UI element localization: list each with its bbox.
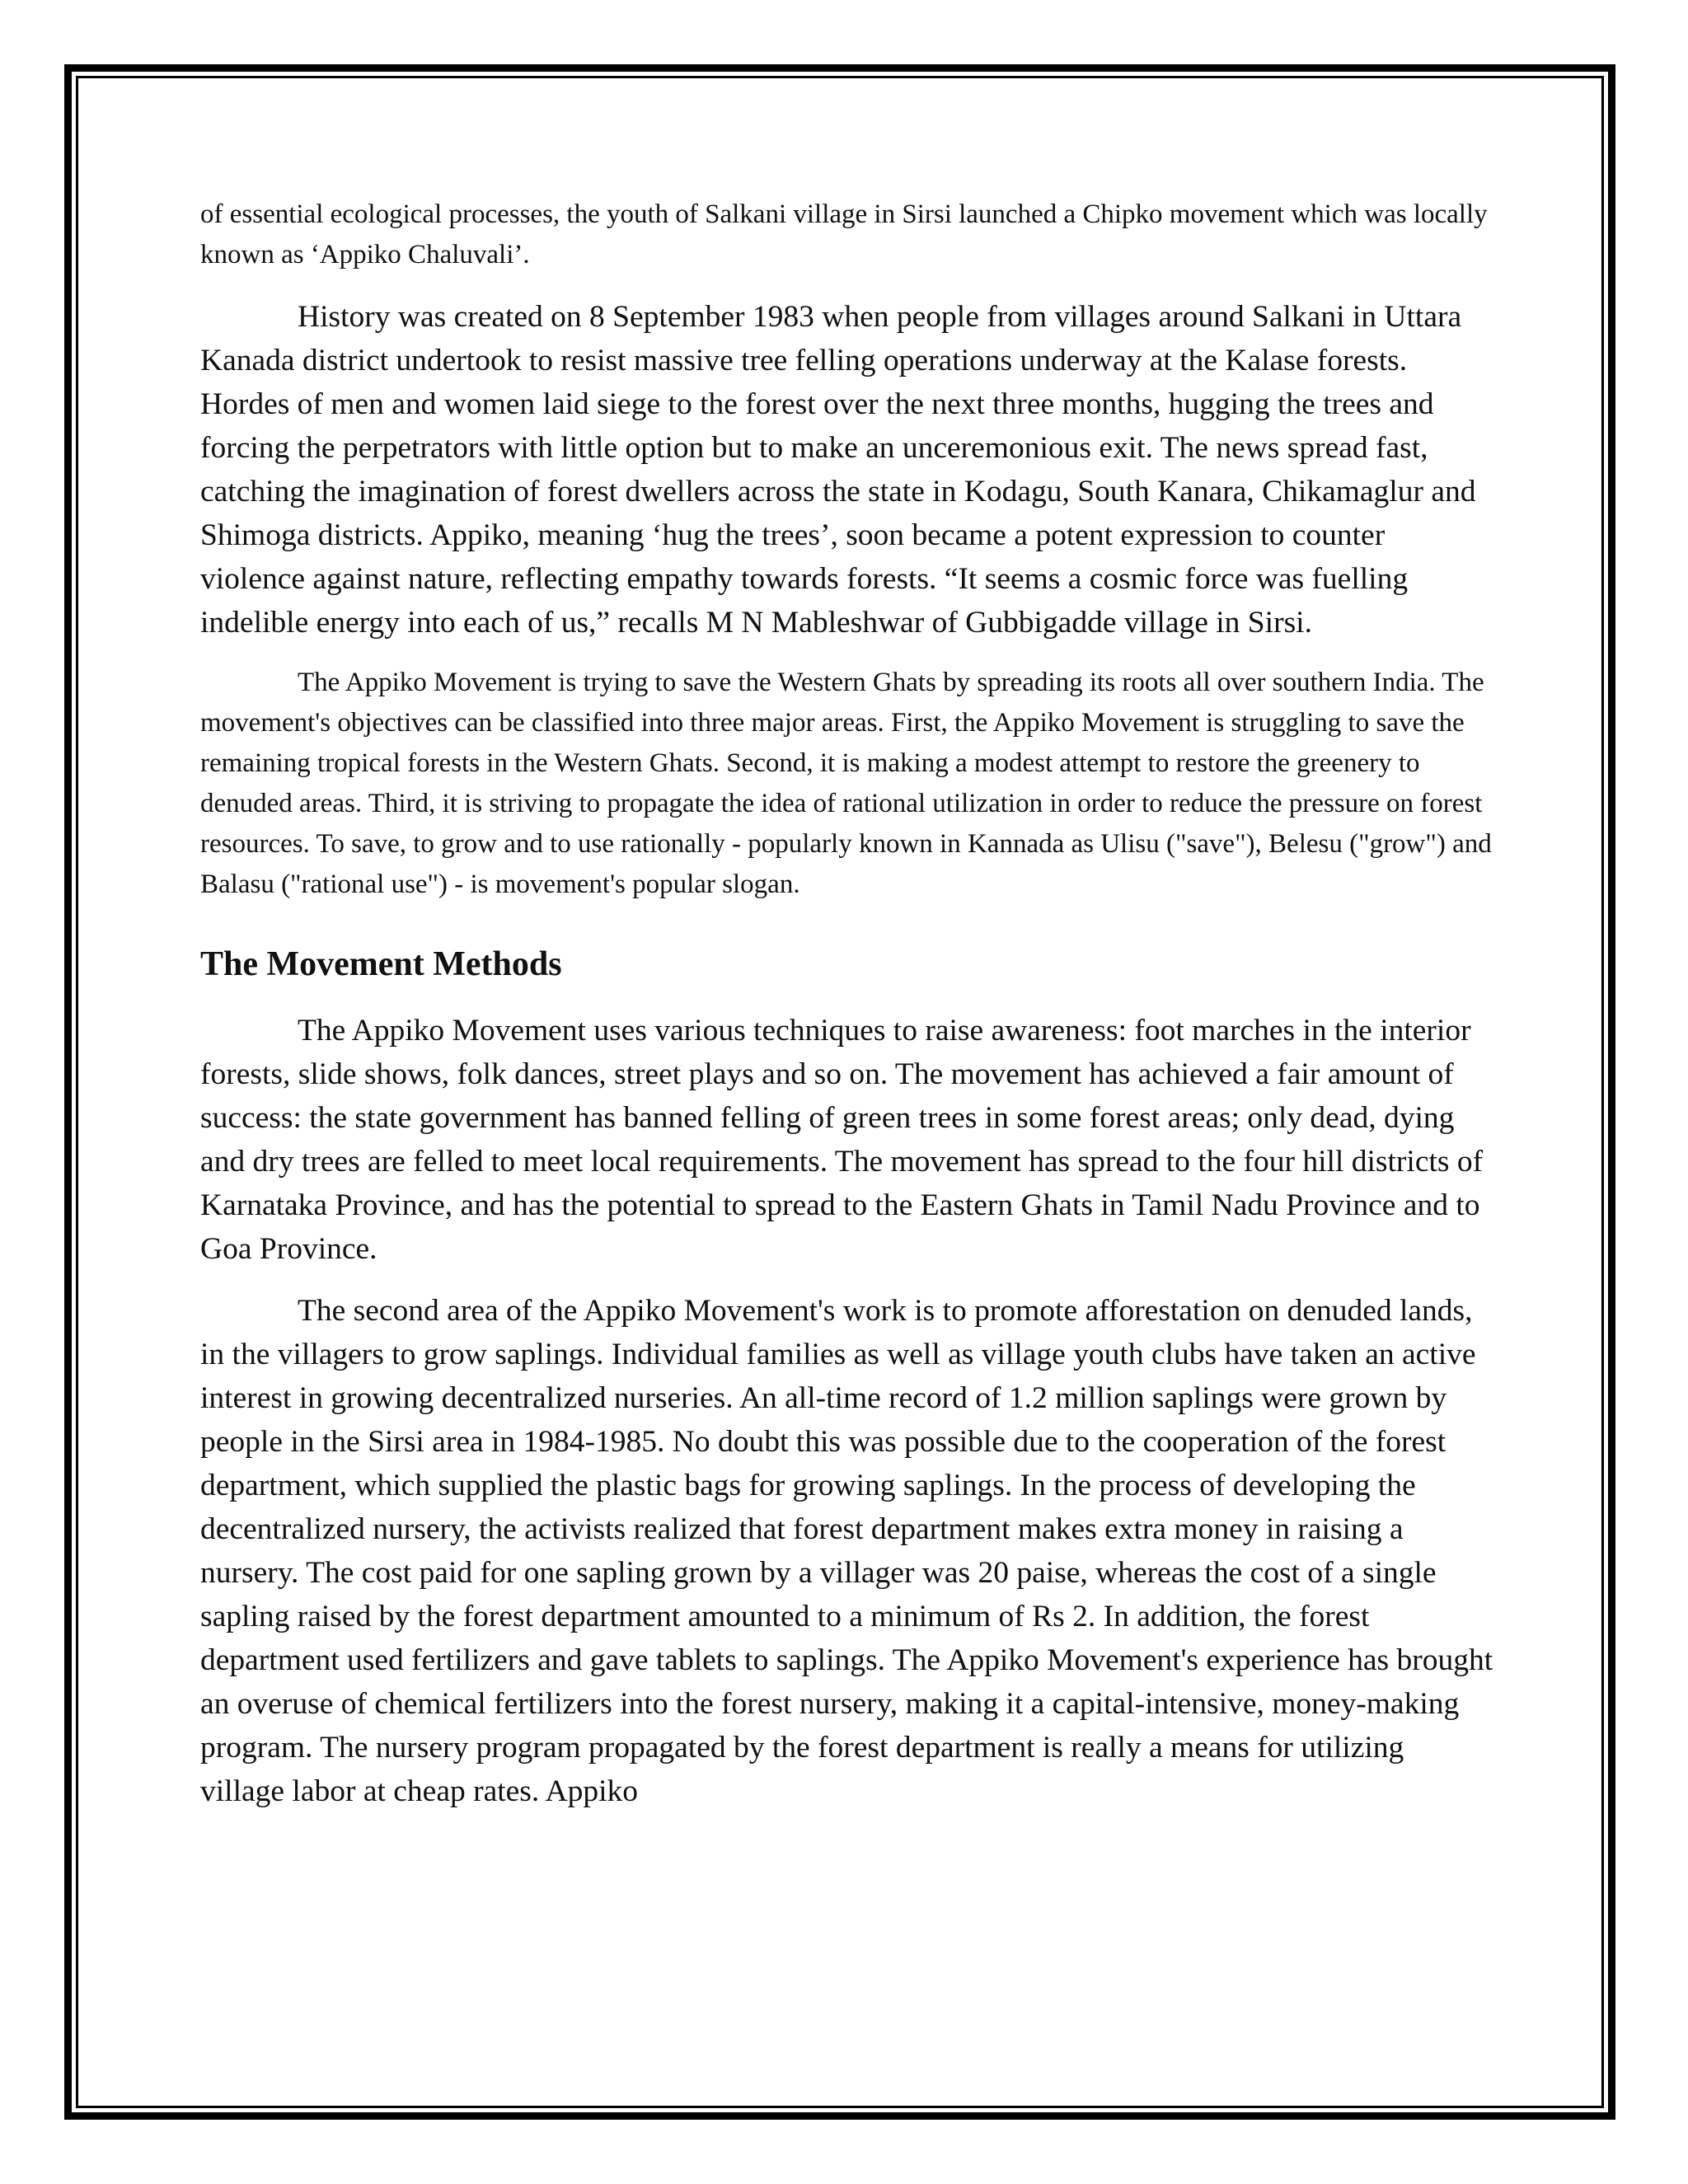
paragraph-afforestation: The second area of the Appiko Movement's work is to promote afforestation on denuded lands, in the villagers to grow saplings. Individual families as well as village youth clubs have taken an active interest in growing decentralized nurseries. An all-time record of 1.2 million saplings were grown by people in the Sirsi area in 1984-1985. No doubt this was possible due to the cooperation of the forest department, which supplied the plastic bags for growing saplings. In the process of developing the decentralized nursery, the activists realized that forest department makes extra money in raising a nursery. The cost paid for one sapling grown by a villager was 20 paise, whereas the cost of a single sapling raised by the forest department amounted to a minimum of Rs 2. In addition, the forest department used fertilizers and gave tablets to saplings. The Appiko Movement's experience has brought an overuse of chemical fertilizers into the forest nursery, making it a capital-intensive, money-making program. The nursery program propagated by the forest department is really a means for utilizing village labor at cheap rates. Appiko bbox=[200, 1294, 1493, 1808]
paragraph-appiko-origin: of essential ecological processes, the youth of Salkani village in Sirsi launched a Chipko movement which was locally known as ‘Appiko Chaluvali’. bbox=[200, 199, 1488, 269]
paragraph-history-1983: History was created on 8 September 1983 when people from villages around Salkani in Uttara Kanada district undertook to resist massive tree felling operations underway at the Kalase forests. Hordes of men and women laid siege to the forest over the next three months, hugging the trees and forcing the perpetrators with little option but to make an unceremonious exit. The news spread fast, catching the imagination of forest dwellers across the state in Kodagu, South Kanara, Chikamaglur and Shimoga districts. Appiko, meaning ‘hug the trees’, soon became a potent expression to counter violence against nature, reflecting empathy towards forests. “It seems a cosmic force was fuelling indelible energy into each of us,” recalls M N Mableshwar of Gubbigadde village in Sirsi. bbox=[200, 300, 1476, 640]
document-body bbox=[200, 194, 1494, 1813]
section-heading-movement-methods: The Movement Methods bbox=[200, 945, 562, 983]
paragraph-awareness-techniques: The Appiko Movement uses various techniques to raise awareness: foot marches in the interior forests, slide shows, folk dances, street plays and so on. The movement has achieved a fair amount of success: the state government has banned felling of green trees in some forest areas; only dead, dying and dry trees are felled to meet local requirements. The movement has spread to the four hill districts of Karnataka Province, and has the potential to spread to the Eastern Ghats in Tamil Nadu Province and to Goa Province. bbox=[200, 1014, 1484, 1266]
paragraph-movement-objectives: The Appiko Movement is trying to save the Western Ghats by spreading its roots all over southern India. The movement's objectives can be classified into three major areas. First, the Appiko Movement is struggling to save the remaining tropical forests in the Western Ghats. Second, it is making a modest attempt to restore the greenery to denuded areas. Third, it is striving to propagate the idea of rational utilization in order to reduce the pressure on forest resources. To save, to grow and to use rationally - popularly known in Kannada as Ulisu ("save"), Belesu ("grow") and Balasu ("rational use") - is movement's popular slogan. bbox=[200, 668, 1492, 899]
